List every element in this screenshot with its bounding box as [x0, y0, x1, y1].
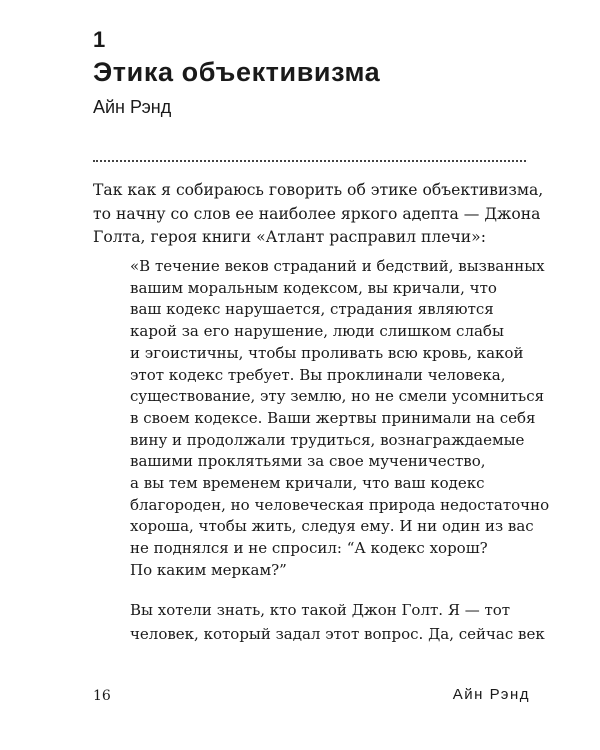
text-line: человек, который задал этот вопрос. Да, сейчас век [130, 625, 545, 643]
quote-line: карой за его нарушение, люди слишком слабы [130, 322, 504, 341]
quote-line: ваш кодекс нарушается, страдания являются [130, 300, 494, 319]
quote-line: вашим моральным кодексом, вы кричали, что [130, 278, 497, 297]
quote-line: благороден, но человеческая природа недостаточно [130, 495, 550, 514]
text-line: Голта, героя книги «Атлант расправил плечи»: [93, 228, 486, 246]
quote-line: не поднялся и не спросил: “А кодекс хорош? [130, 539, 488, 558]
text-line: Так как я собираюсь говорить об этике объективизма, [93, 181, 544, 199]
quote-line: хороша, чтобы жить, следуя ему. И ни один из вас [130, 517, 534, 536]
text-line: Вы хотели знать, кто такой Джон Голт. Я — тот [130, 601, 511, 619]
page-number: 16 [93, 688, 111, 704]
chapter-number: 1 [93, 27, 106, 52]
chapter-author: Айн Рэнд [93, 97, 172, 117]
text-line: то начну со слов ее наиболее яркого адепта — Джона [93, 204, 541, 223]
quote-line: и эгоистичны, чтобы проливать всю кровь, какой [130, 343, 524, 362]
following-paragraph [130, 598, 545, 646]
quote-line: существование, эту землю, но не смели усомниться [130, 387, 545, 406]
chapter-title: Этика объективизма [93, 57, 381, 87]
quote-line: вашими проклятьями за свое мученичество, [130, 452, 486, 471]
quote-line: в своем кодексе. Ваши жертвы принимали на себя [130, 408, 536, 427]
intro-paragraph [93, 179, 544, 250]
quote-line: этот кодекс требует. Вы проклинали человека, [130, 365, 506, 384]
quote-line: «В течение веков страданий и бедствий, вызванных [130, 257, 545, 275]
quote-line: вину и продолжали трудиться, вознаграждаемые [130, 430, 525, 449]
block-quote [130, 256, 550, 582]
dotted-divider [93, 160, 526, 162]
running-head: Айн Рэнд [452, 686, 530, 703]
quote-line: По каким меркам?” [130, 560, 287, 579]
quote-line: а вы тем временем кричали, что ваш кодекс [130, 474, 485, 493]
